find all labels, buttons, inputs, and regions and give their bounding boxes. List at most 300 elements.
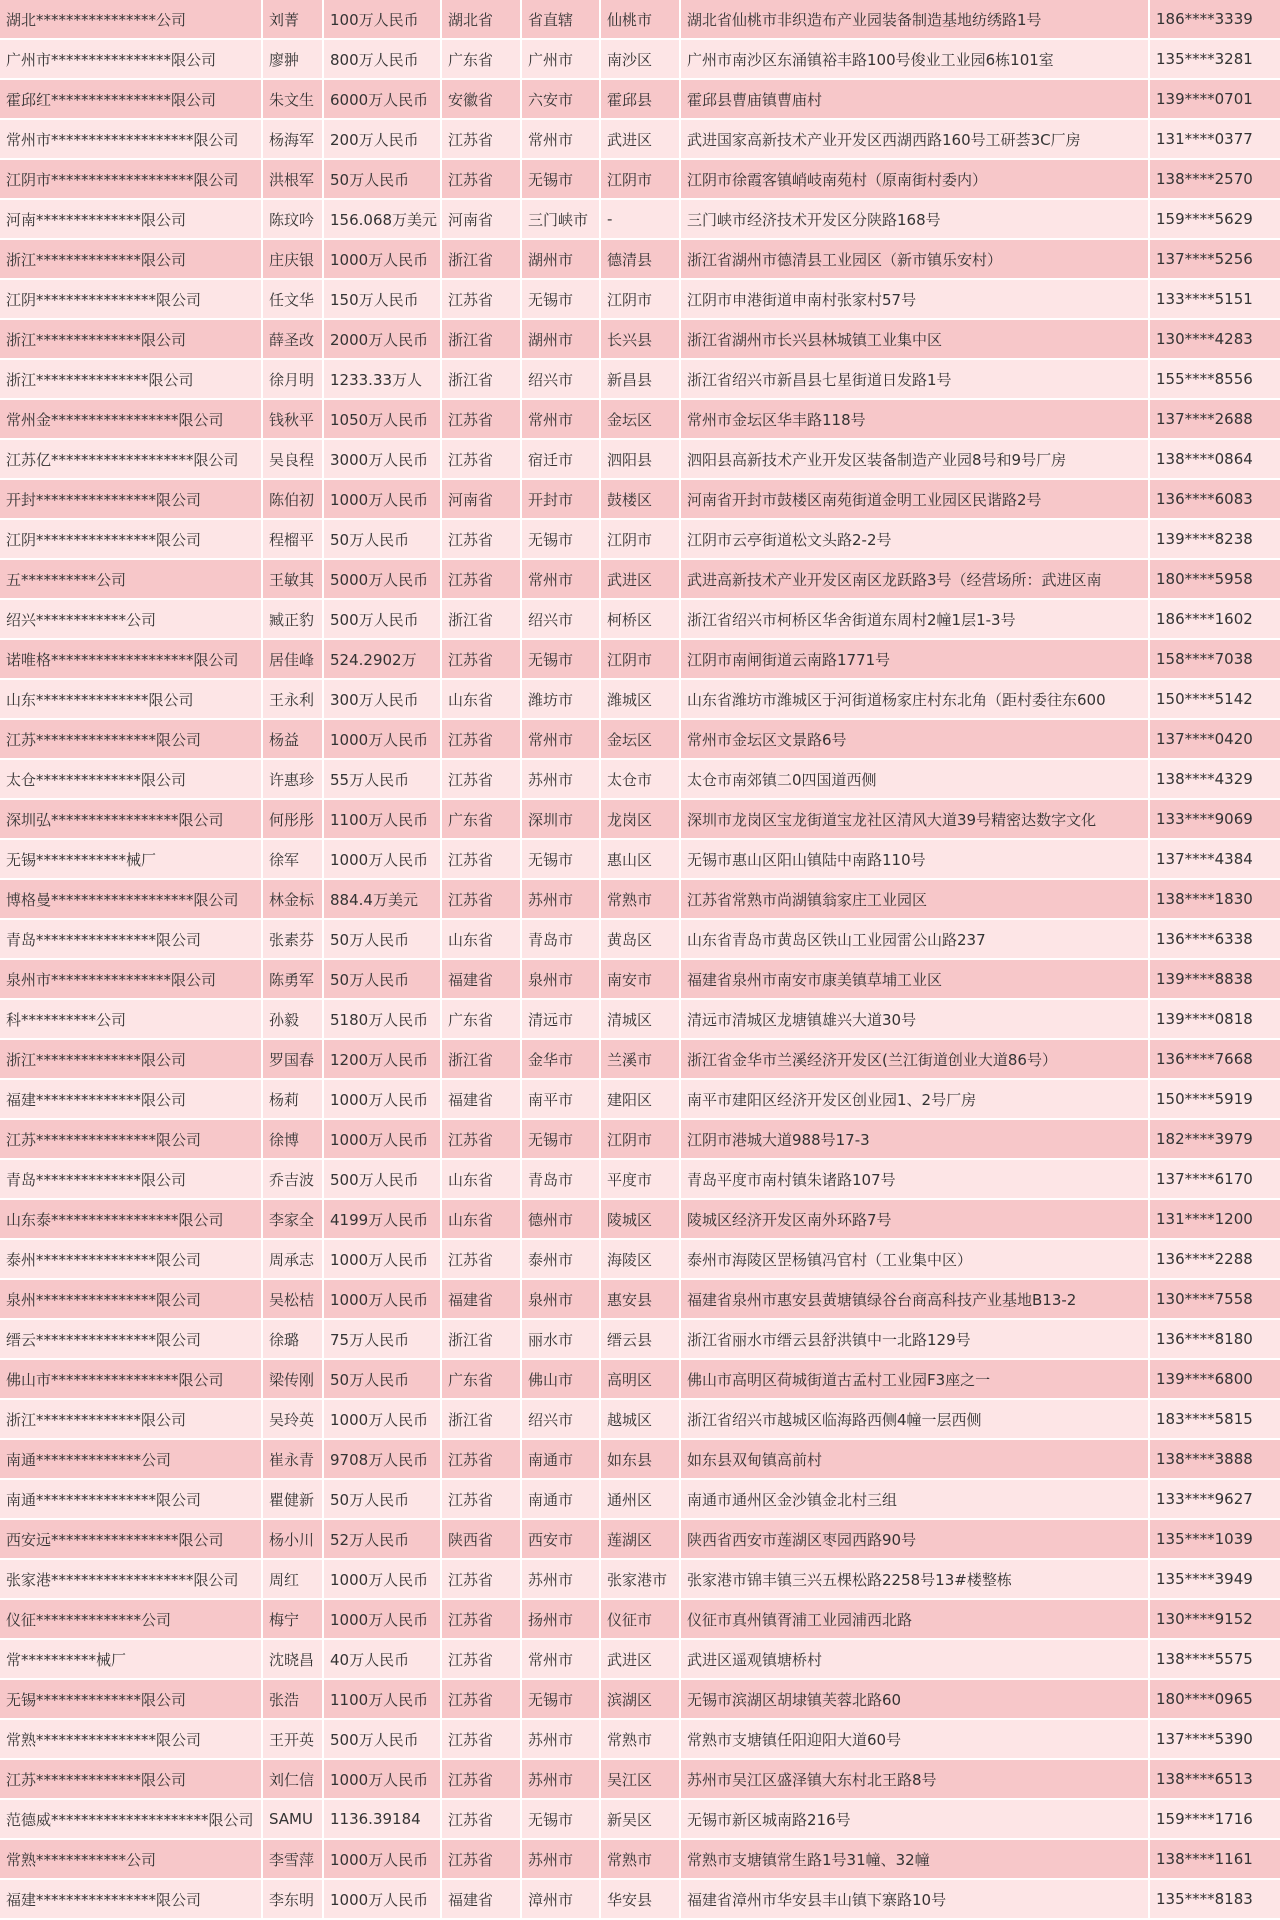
legal-representative-cell: 何彤彤: [263, 800, 324, 840]
phone-cell: 137****0420: [1150, 720, 1280, 760]
table-row: [0, 200, 1280, 240]
phone-cell: 150****5142: [1150, 680, 1280, 720]
company-name-cell: 开封****************限公司: [0, 480, 263, 520]
table-row: [0, 1840, 1280, 1880]
district-cell: 金坛区: [601, 400, 681, 440]
company-name-cell: 福建**************限公司: [0, 1080, 263, 1120]
address-cell: 广州市南沙区东涌镇裕丰路100号俊业工业园6栋101室: [681, 40, 1150, 80]
district-cell: 南安市: [601, 960, 681, 1000]
district-cell: 金坛区: [601, 720, 681, 760]
company-name-cell: 泉州市****************限公司: [0, 960, 263, 1000]
district-cell: 仪征市: [601, 1600, 681, 1640]
table-row: [0, 1560, 1280, 1600]
address-cell: 湖北省仙桃市非织造布产业园装备制造基地纺绣路1号: [681, 0, 1150, 40]
legal-representative-cell: 陈勇军: [263, 960, 324, 1000]
province-cell: 江苏省: [442, 440, 522, 480]
table-row: [0, 680, 1280, 720]
company-name-cell: 广州市****************限公司: [0, 40, 263, 80]
table-row: [0, 1760, 1280, 1800]
phone-cell: 186****3339: [1150, 0, 1280, 40]
province-cell: 江苏省: [442, 400, 522, 440]
company-name-cell: 常**********械厂: [0, 1640, 263, 1680]
phone-cell: 150****5919: [1150, 1080, 1280, 1120]
province-cell: 江苏省: [442, 280, 522, 320]
phone-cell: 138****6513: [1150, 1760, 1280, 1800]
legal-representative-cell: 刘菁: [263, 0, 324, 40]
table-row: [0, 400, 1280, 440]
province-cell: 福建省: [442, 1280, 522, 1320]
legal-representative-cell: 林金标: [263, 880, 324, 920]
company-name-cell: 青岛****************限公司: [0, 920, 263, 960]
province-cell: 江苏省: [442, 760, 522, 800]
registered-capital-cell: 1136.39184: [324, 1800, 442, 1840]
phone-cell: 133****9627: [1150, 1480, 1280, 1520]
legal-representative-cell: 罗国春: [263, 1040, 324, 1080]
district-cell: -: [601, 200, 681, 240]
company-name-cell: 江苏亿*******************限公司: [0, 440, 263, 480]
city-cell: 南通市: [522, 1440, 601, 1480]
table-row: [0, 1520, 1280, 1560]
address-cell: 浙江省丽水市缙云县舒洪镇中一北路129号: [681, 1320, 1150, 1360]
city-cell: 无锡市: [522, 840, 601, 880]
district-cell: 缙云县: [601, 1320, 681, 1360]
legal-representative-cell: 洪根军: [263, 160, 324, 200]
district-cell: 建阳区: [601, 1080, 681, 1120]
legal-representative-cell: 李雪萍: [263, 1840, 324, 1880]
phone-cell: 139****0701: [1150, 80, 1280, 120]
registered-capital-cell: 1100万人民币: [324, 1680, 442, 1720]
registered-capital-cell: 300万人民币: [324, 680, 442, 720]
address-cell: 陵城区经济开发区南外环路7号: [681, 1200, 1150, 1240]
registered-capital-cell: 1000万人民币: [324, 1840, 442, 1880]
phone-cell: 137****5256: [1150, 240, 1280, 280]
table-row: [0, 40, 1280, 80]
address-cell: 南通市通州区金沙镇金北村三组: [681, 1480, 1150, 1520]
city-cell: 湖州市: [522, 320, 601, 360]
table-row: [0, 1040, 1280, 1080]
phone-cell: 180****5958: [1150, 560, 1280, 600]
phone-cell: 136****7668: [1150, 1040, 1280, 1080]
phone-cell: 131****1200: [1150, 1200, 1280, 1240]
address-cell: 江阴市南闸街道云南路1771号: [681, 640, 1150, 680]
province-cell: 江苏省: [442, 1440, 522, 1480]
phone-cell: 138****4329: [1150, 760, 1280, 800]
address-cell: 浙江省绍兴市新昌县七星街道日发路1号: [681, 360, 1150, 400]
district-cell: 新吴区: [601, 1800, 681, 1840]
registered-capital-cell: 50万人民币: [324, 920, 442, 960]
province-cell: 浙江省: [442, 600, 522, 640]
address-cell: 福建省漳州市华安县丰山镇下寨路10号: [681, 1880, 1150, 1920]
registered-capital-cell: 1000万人民币: [324, 1760, 442, 1800]
table-row: [0, 960, 1280, 1000]
table-row: [0, 1200, 1280, 1240]
company-name-cell: 浙江***************限公司: [0, 360, 263, 400]
table-row: [0, 160, 1280, 200]
address-cell: 浙江省绍兴市柯桥区华舍街道东周村2幢1层1-3号: [681, 600, 1150, 640]
province-cell: 江苏省: [442, 1680, 522, 1720]
province-cell: 浙江省: [442, 320, 522, 360]
legal-representative-cell: 徐璐: [263, 1320, 324, 1360]
province-cell: 福建省: [442, 1880, 522, 1920]
phone-cell: 130****9152: [1150, 1600, 1280, 1640]
city-cell: 青岛市: [522, 920, 601, 960]
district-cell: 潍城区: [601, 680, 681, 720]
province-cell: 江苏省: [442, 520, 522, 560]
district-cell: 江阴市: [601, 1120, 681, 1160]
district-cell: 龙岗区: [601, 800, 681, 840]
legal-representative-cell: 瞿健新: [263, 1480, 324, 1520]
city-cell: 湖州市: [522, 240, 601, 280]
district-cell: 平度市: [601, 1160, 681, 1200]
address-cell: 河南省开封市鼓楼区南苑街道金明工业园区民谐路2号: [681, 480, 1150, 520]
district-cell: 武进区: [601, 1640, 681, 1680]
table-row: [0, 1480, 1280, 1520]
phone-cell: 137****2688: [1150, 400, 1280, 440]
district-cell: 兰溪市: [601, 1040, 681, 1080]
registered-capital-cell: 52万人民币: [324, 1520, 442, 1560]
address-cell: 无锡市惠山区阳山镇陆中南路110号: [681, 840, 1150, 880]
city-cell: 无锡市: [522, 1800, 601, 1840]
city-cell: 无锡市: [522, 1680, 601, 1720]
phone-cell: 135****8183: [1150, 1880, 1280, 1920]
legal-representative-cell: 孙毅: [263, 1000, 324, 1040]
company-name-cell: 福建****************限公司: [0, 1880, 263, 1920]
province-cell: 浙江省: [442, 360, 522, 400]
city-cell: 潍坊市: [522, 680, 601, 720]
district-cell: 陵城区: [601, 1200, 681, 1240]
registered-capital-cell: 50万人民币: [324, 1360, 442, 1400]
legal-representative-cell: 张浩: [263, 1680, 324, 1720]
registered-capital-cell: 1000万人民币: [324, 1240, 442, 1280]
province-cell: 江苏省: [442, 1640, 522, 1680]
phone-cell: 155****8556: [1150, 360, 1280, 400]
address-cell: 江阴市云亭街道松文头路2-2号: [681, 520, 1150, 560]
city-cell: 常州市: [522, 720, 601, 760]
company-name-cell: 西安远*****************限公司: [0, 1520, 263, 1560]
legal-representative-cell: 杨海军: [263, 120, 324, 160]
table-row: [0, 1720, 1280, 1760]
legal-representative-cell: 朱文生: [263, 80, 324, 120]
table-row: [0, 560, 1280, 600]
registered-capital-cell: 1000万人民币: [324, 720, 442, 760]
address-cell: 无锡市新区城南路216号: [681, 1800, 1150, 1840]
legal-representative-cell: 沈晓昌: [263, 1640, 324, 1680]
company-name-cell: 青岛**************限公司: [0, 1160, 263, 1200]
city-cell: 德州市: [522, 1200, 601, 1240]
city-cell: 苏州市: [522, 1760, 601, 1800]
city-cell: 佛山市: [522, 1360, 601, 1400]
province-cell: 陕西省: [442, 1520, 522, 1560]
legal-representative-cell: 吴松桔: [263, 1280, 324, 1320]
district-cell: 江阴市: [601, 520, 681, 560]
legal-representative-cell: 王开英: [263, 1720, 324, 1760]
province-cell: 山东省: [442, 1160, 522, 1200]
city-cell: 扬州市: [522, 1600, 601, 1640]
company-name-cell: 太仓**************限公司: [0, 760, 263, 800]
phone-cell: 135****1039: [1150, 1520, 1280, 1560]
table-row: [0, 800, 1280, 840]
company-name-cell: 浙江**************限公司: [0, 320, 263, 360]
registered-capital-cell: 50万人民币: [324, 1480, 442, 1520]
address-cell: 南平市建阳区经济开发区创业园1、2号厂房: [681, 1080, 1150, 1120]
province-cell: 江苏省: [442, 1720, 522, 1760]
city-cell: 苏州市: [522, 880, 601, 920]
address-cell: 江苏省常熟市尚湖镇翁家庄工业园区: [681, 880, 1150, 920]
city-cell: 清远市: [522, 1000, 601, 1040]
table-row: [0, 920, 1280, 960]
district-cell: 张家港市: [601, 1560, 681, 1600]
phone-cell: 138****5575: [1150, 1640, 1280, 1680]
province-cell: 山东省: [442, 1200, 522, 1240]
registered-capital-cell: 50万人民币: [324, 160, 442, 200]
company-name-cell: 诺唯格*******************限公司: [0, 640, 263, 680]
city-cell: 广州市: [522, 40, 601, 80]
district-cell: 海陵区: [601, 1240, 681, 1280]
province-cell: 安徽省: [442, 80, 522, 120]
district-cell: 江阴市: [601, 160, 681, 200]
registered-capital-cell: 40万人民币: [324, 1640, 442, 1680]
city-cell: 苏州市: [522, 760, 601, 800]
district-cell: 莲湖区: [601, 1520, 681, 1560]
address-cell: 苏州市吴江区盛泽镇大东村北王路8号: [681, 1760, 1150, 1800]
company-name-cell: 张家港*******************限公司: [0, 1560, 263, 1600]
phone-cell: 137****4384: [1150, 840, 1280, 880]
phone-cell: 180****0965: [1150, 1680, 1280, 1720]
city-cell: 南平市: [522, 1080, 601, 1120]
city-cell: 绍兴市: [522, 360, 601, 400]
province-cell: 江苏省: [442, 1760, 522, 1800]
province-cell: 江苏省: [442, 840, 522, 880]
legal-representative-cell: 任文华: [263, 280, 324, 320]
legal-representative-cell: 庄庆银: [263, 240, 324, 280]
table-row: [0, 640, 1280, 680]
table-row: [0, 1680, 1280, 1720]
registered-capital-cell: 1233.33万人: [324, 360, 442, 400]
table-row: [0, 360, 1280, 400]
table-row: [0, 760, 1280, 800]
province-cell: 福建省: [442, 960, 522, 1000]
company-name-cell: 浙江**************限公司: [0, 240, 263, 280]
table-row: [0, 1240, 1280, 1280]
address-cell: 武进国家高新技术产业开发区西湖西路160号工研荟3C厂房: [681, 120, 1150, 160]
province-cell: 江苏省: [442, 160, 522, 200]
company-name-cell: 湖北****************公司: [0, 0, 263, 40]
address-cell: 福建省泉州市惠安县黄塘镇绿谷台商高科技产业基地B13-2: [681, 1280, 1150, 1320]
registered-capital-cell: 9708万人民币: [324, 1440, 442, 1480]
address-cell: 山东省青岛市黄岛区铁山工业园雷公山路237: [681, 920, 1150, 960]
province-cell: 江苏省: [442, 1240, 522, 1280]
table-row: [0, 1440, 1280, 1480]
district-cell: 吴江区: [601, 1760, 681, 1800]
registered-capital-cell: 1100万人民币: [324, 800, 442, 840]
district-cell: 武进区: [601, 120, 681, 160]
registered-capital-cell: 1200万人民币: [324, 1040, 442, 1080]
table-row: [0, 240, 1280, 280]
registered-capital-cell: 5180万人民币: [324, 1000, 442, 1040]
address-cell: 仪征市真州镇胥浦工业园浦西北路: [681, 1600, 1150, 1640]
company-name-cell: 仪征**************公司: [0, 1600, 263, 1640]
city-cell: 绍兴市: [522, 600, 601, 640]
table-row: [0, 840, 1280, 880]
district-cell: 长兴县: [601, 320, 681, 360]
legal-representative-cell: 崔永青: [263, 1440, 324, 1480]
legal-representative-cell: 陈玟吟: [263, 200, 324, 240]
company-name-cell: 佛山市*****************限公司: [0, 1360, 263, 1400]
registered-capital-cell: 156.068万美元: [324, 200, 442, 240]
legal-representative-cell: 周承志: [263, 1240, 324, 1280]
address-cell: 泰州市海陵区罡杨镇冯官村（工业集中区）: [681, 1240, 1150, 1280]
district-cell: 华安县: [601, 1880, 681, 1920]
phone-cell: 136****8180: [1150, 1320, 1280, 1360]
district-cell: 柯桥区: [601, 600, 681, 640]
phone-cell: 130****7558: [1150, 1280, 1280, 1320]
legal-representative-cell: 乔吉波: [263, 1160, 324, 1200]
city-cell: 常州市: [522, 400, 601, 440]
district-cell: 常熟市: [601, 1720, 681, 1760]
address-cell: 三门峡市经济技术开发区分陕路168号: [681, 200, 1150, 240]
phone-cell: 136****2288: [1150, 1240, 1280, 1280]
province-cell: 河南省: [442, 200, 522, 240]
district-cell: 德清县: [601, 240, 681, 280]
registered-capital-cell: 500万人民币: [324, 1720, 442, 1760]
city-cell: 省直辖: [522, 0, 601, 40]
address-cell: 泗阳县高新技术产业开发区装备制造产业园8号和9号厂房: [681, 440, 1150, 480]
address-cell: 福建省泉州市南安市康美镇草埔工业区: [681, 960, 1150, 1000]
district-cell: 常熟市: [601, 880, 681, 920]
city-cell: 深圳市: [522, 800, 601, 840]
table-row: [0, 1640, 1280, 1680]
district-cell: 如东县: [601, 1440, 681, 1480]
registered-capital-cell: 1000万人民币: [324, 1880, 442, 1920]
legal-representative-cell: 刘仁信: [263, 1760, 324, 1800]
city-cell: 常州市: [522, 560, 601, 600]
company-name-cell: 绍兴************公司: [0, 600, 263, 640]
district-cell: 黄岛区: [601, 920, 681, 960]
district-cell: 霍邱县: [601, 80, 681, 120]
city-cell: 宿迁市: [522, 440, 601, 480]
address-cell: 常州市金坛区文景路6号: [681, 720, 1150, 760]
city-cell: 开封市: [522, 480, 601, 520]
legal-representative-cell: 杨莉: [263, 1080, 324, 1120]
district-cell: 通州区: [601, 1480, 681, 1520]
province-cell: 河南省: [442, 480, 522, 520]
address-cell: 山东省潍坊市潍城区于河街道杨家庄村东北角（距村委往东600: [681, 680, 1150, 720]
district-cell: 高明区: [601, 1360, 681, 1400]
address-cell: 陕西省西安市莲湖区枣园西路90号: [681, 1520, 1150, 1560]
district-cell: 新昌县: [601, 360, 681, 400]
table-row: [0, 880, 1280, 920]
address-cell: 江阴市申港街道申南村张家村57号: [681, 280, 1150, 320]
address-cell: 武进区遥观镇塘桥村: [681, 1640, 1150, 1680]
district-cell: 江阴市: [601, 640, 681, 680]
legal-representative-cell: 徐军: [263, 840, 324, 880]
phone-cell: 138****1161: [1150, 1840, 1280, 1880]
city-cell: 无锡市: [522, 160, 601, 200]
table-row: [0, 1160, 1280, 1200]
company-name-cell: 江阴****************限公司: [0, 280, 263, 320]
address-cell: 青岛平度市南村镇朱诸路107号: [681, 1160, 1150, 1200]
district-cell: 江阴市: [601, 280, 681, 320]
table-row: [0, 1120, 1280, 1160]
phone-cell: 158****7038: [1150, 640, 1280, 680]
phone-cell: 137****6170: [1150, 1160, 1280, 1200]
province-cell: 江苏省: [442, 560, 522, 600]
address-cell: 无锡市滨湖区胡埭镇芙蓉北路60: [681, 1680, 1150, 1720]
phone-cell: 131****0377: [1150, 120, 1280, 160]
registered-capital-cell: 1050万人民币: [324, 400, 442, 440]
company-name-cell: 浙江**************限公司: [0, 1400, 263, 1440]
city-cell: 泉州市: [522, 1280, 601, 1320]
legal-representative-cell: SAMU: [263, 1800, 324, 1840]
address-cell: 江阴市徐霞客镇峭岐南苑村（原南街村委内）: [681, 160, 1150, 200]
city-cell: 无锡市: [522, 640, 601, 680]
city-cell: 泰州市: [522, 1240, 601, 1280]
city-cell: 丽水市: [522, 1320, 601, 1360]
registered-capital-cell: 884.4万美元: [324, 880, 442, 920]
company-name-cell: 博格曼*******************限公司: [0, 880, 263, 920]
city-cell: 泉州市: [522, 960, 601, 1000]
phone-cell: 137****5390: [1150, 1720, 1280, 1760]
company-name-cell: 常州金*****************限公司: [0, 400, 263, 440]
legal-representative-cell: 吴玲英: [263, 1400, 324, 1440]
city-cell: 青岛市: [522, 1160, 601, 1200]
address-cell: 霍邱县曹庙镇曹庙村: [681, 80, 1150, 120]
phone-cell: 133****9069: [1150, 800, 1280, 840]
company-name-cell: 山东泰*****************限公司: [0, 1200, 263, 1240]
phone-cell: 139****8838: [1150, 960, 1280, 1000]
company-name-cell: 泰州****************限公司: [0, 1240, 263, 1280]
phone-cell: 136****6083: [1150, 480, 1280, 520]
province-cell: 江苏省: [442, 1800, 522, 1840]
city-cell: 漳州市: [522, 1880, 601, 1920]
company-name-cell: 南通**************公司: [0, 1440, 263, 1480]
table-row: [0, 80, 1280, 120]
legal-representative-cell: 梅宁: [263, 1600, 324, 1640]
province-cell: 广东省: [442, 1360, 522, 1400]
legal-representative-cell: 周红: [263, 1560, 324, 1600]
company-name-cell: 浙江**************限公司: [0, 1040, 263, 1080]
company-name-cell: 范德威*********************限公司: [0, 1800, 263, 1840]
legal-representative-cell: 李家全: [263, 1200, 324, 1240]
company-name-cell: 江苏**************限公司: [0, 1760, 263, 1800]
address-cell: 清远市清城区龙塘镇雄兴大道30号: [681, 1000, 1150, 1040]
company-name-cell: 霍邱红****************限公司: [0, 80, 263, 120]
registered-capital-cell: 1000万人民币: [324, 480, 442, 520]
legal-representative-cell: 钱秋平: [263, 400, 324, 440]
registered-capital-cell: 500万人民币: [324, 600, 442, 640]
district-cell: 仙桃市: [601, 0, 681, 40]
registered-capital-cell: 3000万人民币: [324, 440, 442, 480]
city-cell: 常州市: [522, 1640, 601, 1680]
province-cell: 浙江省: [442, 1320, 522, 1360]
registered-capital-cell: 50万人民币: [324, 520, 442, 560]
company-name-cell: 缙云****************限公司: [0, 1320, 263, 1360]
table-row: [0, 1000, 1280, 1040]
registered-capital-cell: 150万人民币: [324, 280, 442, 320]
district-cell: 惠山区: [601, 840, 681, 880]
city-cell: 金华市: [522, 1040, 601, 1080]
phone-cell: 183****5815: [1150, 1400, 1280, 1440]
address-cell: 浙江省湖州市长兴县林城镇工业集中区: [681, 320, 1150, 360]
company-name-cell: 河南**************限公司: [0, 200, 263, 240]
province-cell: 浙江省: [442, 240, 522, 280]
phone-cell: 135****3949: [1150, 1560, 1280, 1600]
company-name-cell: 泉州****************限公司: [0, 1280, 263, 1320]
province-cell: 福建省: [442, 1080, 522, 1120]
registered-capital-cell: 55万人民币: [324, 760, 442, 800]
phone-cell: 182****3979: [1150, 1120, 1280, 1160]
province-cell: 江苏省: [442, 120, 522, 160]
